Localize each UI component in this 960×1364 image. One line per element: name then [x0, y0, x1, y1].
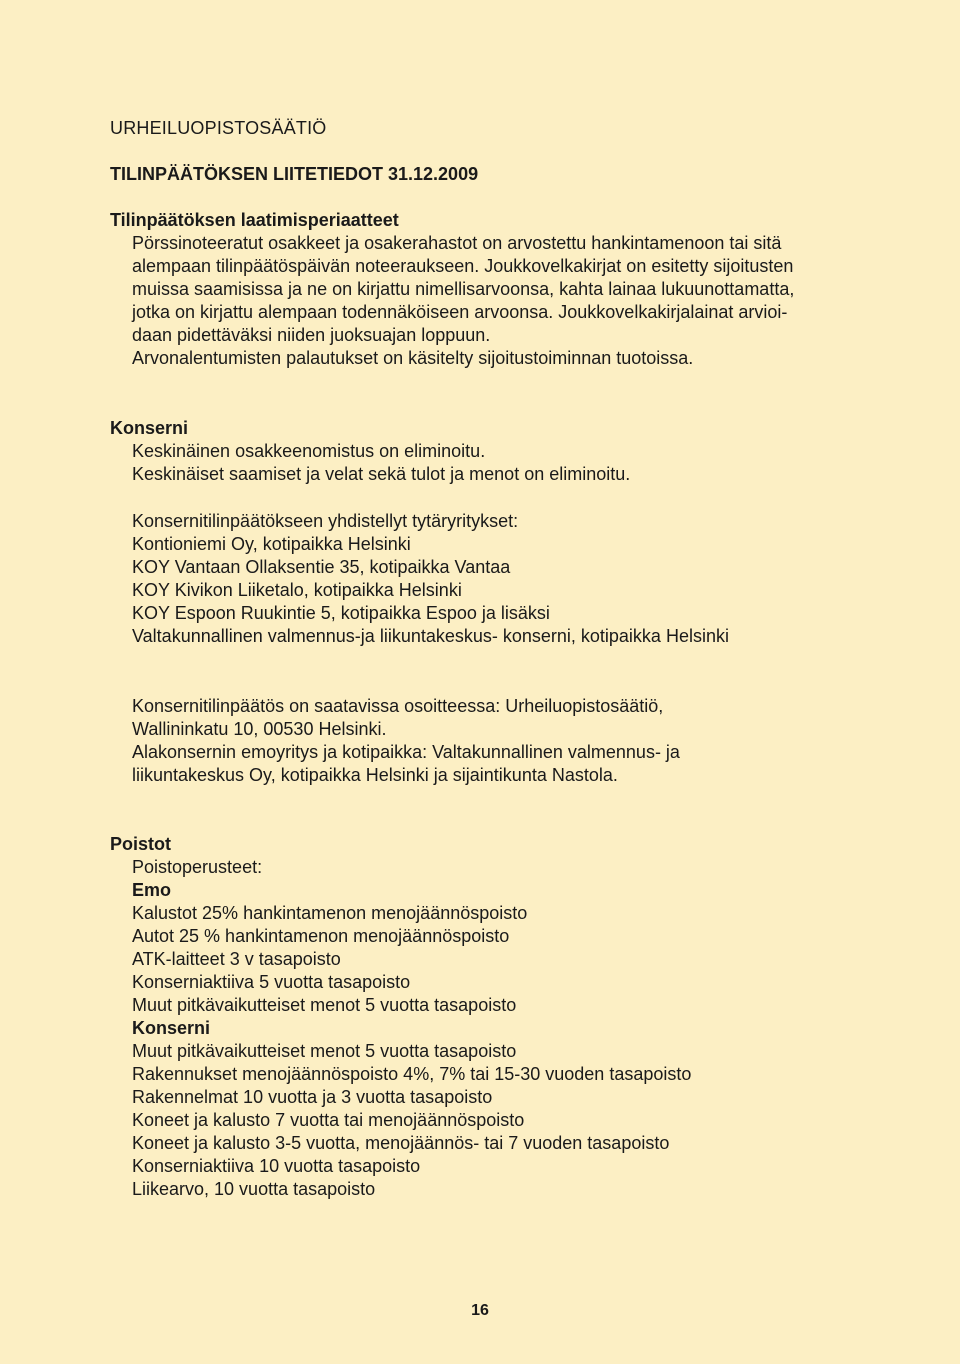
parent-depreciation-item: Muut pitkävaikutteiset menot 5 vuotta tasapoisto [132, 995, 517, 1015]
depreciation-basis-label: Poistoperusteet: [132, 857, 263, 877]
group-depreciation-item: Koneet ja kalusto 7 vuotta tai menojäännöspoisto [132, 1110, 525, 1130]
page-number: 16 [471, 1302, 489, 1319]
subsidiary-item: KOY Kivikon Liiketalo, kotipaikka Helsinki [132, 580, 462, 600]
principles-line: jotka on kirjattu alempaan todennäköiseen arvoonsa. Joukkovelkakirjalainat arvioi- [132, 302, 788, 322]
organization-name: URHEILUOPISTOSÄÄTIÖ [110, 118, 327, 138]
group-depreciation-label: Konserni [132, 1018, 211, 1038]
principles-text [132, 232, 852, 370]
group-depreciation-item: Konserniaktiiva 10 vuotta tasapoisto [132, 1156, 421, 1176]
availability-line: Konsernitilinpäätös on saatavissa osoitteessa: Urheiluopistosäätiö, [132, 696, 664, 716]
principles-heading: Tilinpäätöksen laatimisperiaatteet [110, 210, 399, 230]
availability-line: liikuntakeskus Oy, kotipaikka Helsinki ja sijaintikunta Nastola. [132, 765, 618, 785]
parent-depreciation-item: Autot 25 % hankintamenon menojäännöspoisto [132, 926, 510, 946]
availability-line: Wallininkatu 10, 00530 Helsinki. [132, 719, 387, 739]
group-depreciation-item: Muut pitkävaikutteiset menot 5 vuotta tasapoisto [132, 1041, 517, 1061]
group-depreciation-item: Rakennelmat 10 vuotta ja 3 vuotta tasapoisto [132, 1087, 493, 1107]
subsidiary-item: KOY Vantaan Ollaksentie 35, kotipaikka Vantaa [132, 557, 511, 577]
subsidiary-item: Valtakunnallinen valmennus-ja liikuntakeskus- konserni, kotipaikka Helsinki [132, 626, 729, 646]
group-depreciation-item: Rakennukset menojäännöspoisto 4%, 7% tai 15-30 vuoden tasapoisto [132, 1064, 692, 1084]
group-depreciation-item: Liikearvo, 10 vuotta tasapoisto [132, 1179, 376, 1199]
principles-line: alempaan tilinpäätöspäivän noteeraukseen. Joukkovelkakirjat on esitetty sijoitusten [132, 256, 794, 276]
group-depreciation-item: Koneet ja kalusto 3-5 vuotta, menojäännös- tai 7 vuoden tasapoisto [132, 1133, 670, 1153]
principles-line: daan pidettäväksi niiden juoksuajan loppuun. [132, 325, 491, 345]
parent-label: Emo [132, 880, 172, 900]
depreciation-list [132, 856, 852, 1201]
parent-depreciation-item: Konserniaktiiva 5 vuotta tasapoisto [132, 972, 411, 992]
subsidiary-item: Kontioniemi Oy, kotipaikka Helsinki [132, 534, 411, 554]
group-availability-text [132, 695, 852, 787]
group-line: Keskinäinen osakkeenomistus on eliminoitu. [132, 441, 486, 461]
principles-line: Arvonalentumisten palautukset on käsitelty sijoitustoiminnan tuotoissa. [132, 348, 694, 368]
depreciation-heading: Poistot [110, 834, 171, 854]
group-elimination-text [132, 440, 852, 486]
availability-line: Alakonsernin emoyritys ja kotipaikka: Valtakunnallinen valmennus- ja [132, 742, 680, 762]
parent-depreciation-item: ATK-laitteet 3 v tasapoisto [132, 949, 341, 969]
group-heading: Konserni [110, 418, 189, 438]
parent-depreciation-item: Kalustot 25% hankintamenon menojäännöspoisto [132, 903, 528, 923]
principles-line: muissa saamisissa ja ne on kirjattu nimellisarvoonsa, kahta lainaa lukuunottamatta, [132, 279, 795, 299]
group-line: Keskinäiset saamiset ja velat sekä tulot ja menot on eliminoitu. [132, 464, 631, 484]
subsidiaries-intro: Konsernitilinpäätökseen yhdistellyt tytäryritykset: [132, 511, 519, 531]
subsidiaries-list [132, 510, 852, 648]
principles-line: Pörssinoteeratut osakkeet ja osakerahastot on arvostettu hankintamenoon tai sitä [132, 233, 782, 253]
subsidiary-item: KOY Espoon Ruukintie 5, kotipaikka Espoo ja lisäksi [132, 603, 550, 623]
document-title: TILINPÄÄTÖKSEN LIITETIEDOT 31.12.2009 [110, 164, 479, 184]
